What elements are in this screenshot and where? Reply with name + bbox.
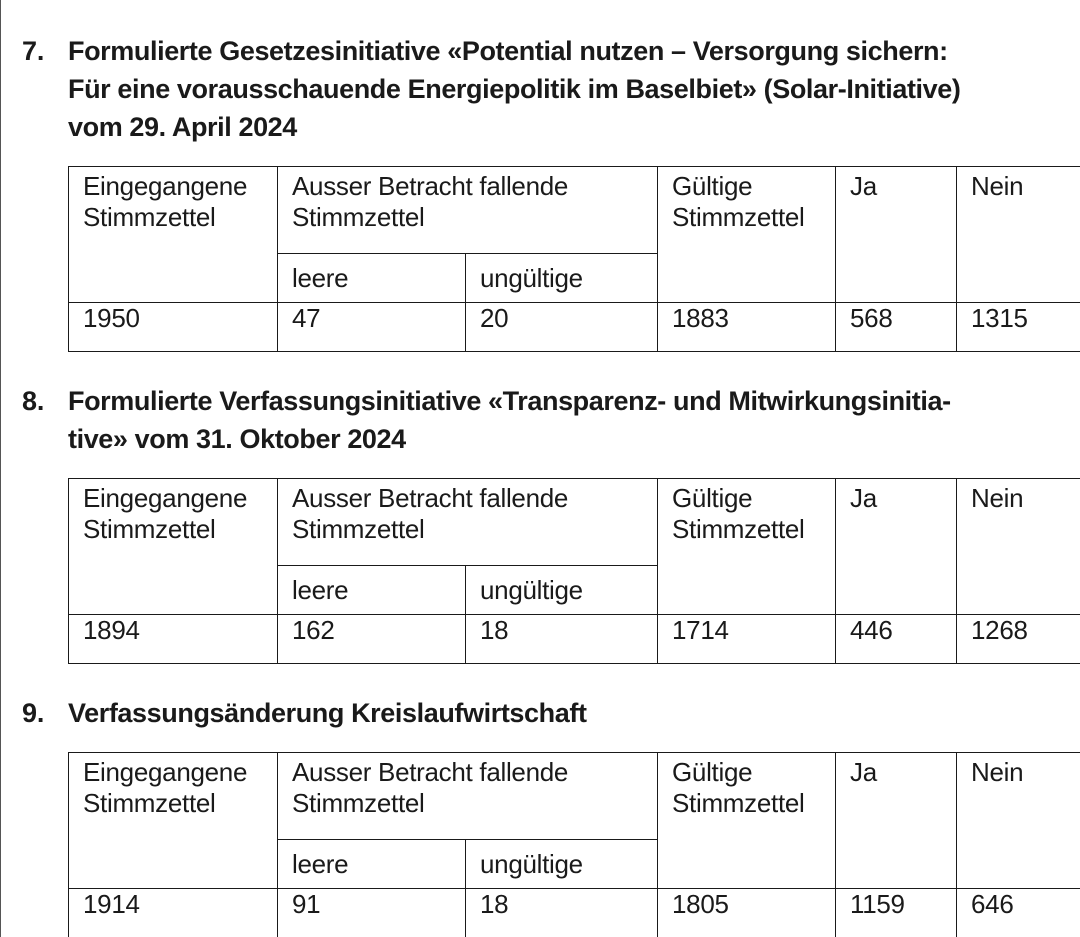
section-title: Verfassungsänderung Kreislaufwirtschaft	[68, 698, 587, 728]
cell-valid: 1805	[658, 889, 836, 937]
cell-empty: 162	[278, 615, 466, 664]
header-no: Nein	[957, 167, 1080, 303]
page-edge	[0, 0, 1, 937]
table-row	[69, 615, 1080, 664]
results-table	[68, 166, 1080, 352]
cell-invalid: 18	[466, 889, 658, 937]
cell-valid: 1883	[658, 303, 836, 352]
section-number: 9.	[22, 698, 45, 728]
results-table	[68, 478, 1080, 664]
header-empty: leere	[278, 254, 466, 303]
cell-invalid: 20	[466, 303, 658, 352]
cell-no: 646	[957, 889, 1080, 937]
header-disregarded: Ausser Betracht fallende Stimmzettel	[278, 167, 658, 254]
section-number: 8.	[22, 386, 45, 416]
cell-yes: 1159	[836, 889, 957, 937]
header-received: Eingegangene Stimmzettel	[69, 753, 278, 889]
header-empty: leere	[278, 566, 466, 615]
cell-received: 1950	[69, 303, 278, 352]
cell-valid: 1714	[658, 615, 836, 664]
header-valid: Gültige Stimmzettel	[658, 753, 836, 889]
header-valid: Gültige Stimmzettel	[658, 479, 836, 615]
header-yes: Ja	[836, 753, 957, 889]
cell-no: 1268	[957, 615, 1080, 664]
cell-yes: 568	[836, 303, 957, 352]
header-valid: Gültige Stimmzettel	[658, 167, 836, 303]
header-invalid: ungültige	[466, 566, 658, 615]
section-title: Formulierte Gesetzesinitiative «Potential nutzen – Versorgung sichern: Für eine vorausschauende Energiepolitik im Baselbiet» (Solar-Initiative) vom 29. April 2024	[68, 36, 961, 142]
cell-received: 1894	[69, 615, 278, 664]
header-disregarded: Ausser Betracht fallende Stimmzettel	[278, 479, 658, 566]
table-row	[69, 303, 1080, 352]
cell-invalid: 18	[466, 615, 658, 664]
header-invalid: ungültige	[466, 840, 658, 889]
cell-empty: 91	[278, 889, 466, 937]
header-received: Eingegangene Stimmzettel	[69, 167, 278, 303]
header-empty: leere	[278, 840, 466, 889]
header-invalid: ungültige	[466, 254, 658, 303]
cell-received: 1914	[69, 889, 278, 937]
header-yes: Ja	[836, 167, 957, 303]
cell-yes: 446	[836, 615, 957, 664]
cell-no: 1315	[957, 303, 1080, 352]
header-no: Nein	[957, 753, 1080, 889]
header-disregarded: Ausser Betracht fallende Stimmzettel	[278, 753, 658, 840]
section-title: Formulierte Verfassungsinitiative «Transparenz- und Mitwirkungsinitia- tive» vom 31. Oktober 2024	[68, 386, 951, 454]
cell-empty: 47	[278, 303, 466, 352]
header-no: Nein	[957, 479, 1080, 615]
header-received: Eingegangene Stimmzettel	[69, 479, 278, 615]
table-row	[69, 889, 1080, 937]
section-number: 7.	[22, 36, 45, 66]
results-table	[68, 752, 1080, 937]
header-yes: Ja	[836, 479, 957, 615]
